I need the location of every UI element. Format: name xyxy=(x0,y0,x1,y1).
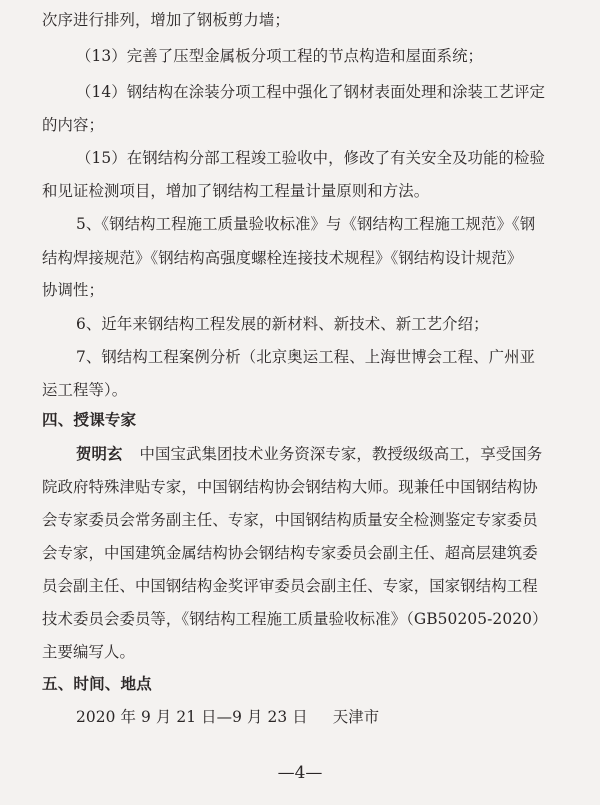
date-location-line: 2020 年 9 月 21 日—9 月 23 日 天津市 xyxy=(76,708,380,726)
body-line: 协调性； xyxy=(42,281,104,299)
body-line: 运工程等）。 xyxy=(42,381,128,399)
body-line: 次序进行排列，增加了钢板剪力墙； xyxy=(42,11,290,29)
body-line: 5、《钢结构工程施工质量验收标准》与《钢结构工程施工规范》《钢 xyxy=(76,215,536,233)
section-heading-time-place: 五、时间、地点 xyxy=(42,675,152,693)
body-line: 和见证检测项目，增加了钢结构工程量计量原则和方法。 xyxy=(42,182,430,200)
speaker-bio-first-line xyxy=(76,442,542,464)
body-line: 的内容； xyxy=(42,116,104,134)
speaker-bio-text: 中国宝武集团技术业务资深专家，教授级级高工，享受国务 xyxy=(139,445,543,463)
body-line: 6、近年来钢结构工程发展的新材料、新技术、新工艺介绍； xyxy=(76,315,489,333)
body-line: 会专家，中国建筑金属结构协会钢结构专家委员会副主任、超高层建筑委 xyxy=(42,544,538,562)
body-line: 7、钢结构工程案例分析（北京奥运工程、上海世博会工程、广州亚 xyxy=(76,348,536,366)
section-heading-speakers: 四、授课专家 xyxy=(42,411,137,429)
page-number: —4— xyxy=(277,763,323,783)
body-line: 主要编写人。 xyxy=(42,643,135,661)
body-line: （15）在钢结构分部工程竣工验收中，修改了有关安全及功能的检验 xyxy=(76,149,546,167)
body-line: 会专家委员会常务副主任、专家，中国钢结构质量安全检测鉴定专家委员 xyxy=(42,511,538,529)
body-line: 技术委员会委员等，《钢结构工程施工质量验收标准》（GB50205-2020） xyxy=(42,610,548,628)
body-line: 院政府特殊津贴专家，中国钢结构协会钢结构大师。现兼任中国钢结构协 xyxy=(42,478,538,496)
speaker-name: 贺明玄 xyxy=(76,445,123,463)
body-line: 员会副主任、中国钢结构金奖评审委员会副主任、专家，国家钢结构工程 xyxy=(42,577,538,595)
body-line: （13）完善了压型金属板分项工程的节点构造和屋面系统； xyxy=(76,47,484,65)
body-line: 结构焊接规范》《钢结构高强度螺栓连接技术规程》《钢结构设计规范》 xyxy=(42,249,523,267)
body-line: （14）钢结构在涂装分项工程中强化了钢材表面处理和涂装工艺评定 xyxy=(76,83,546,101)
